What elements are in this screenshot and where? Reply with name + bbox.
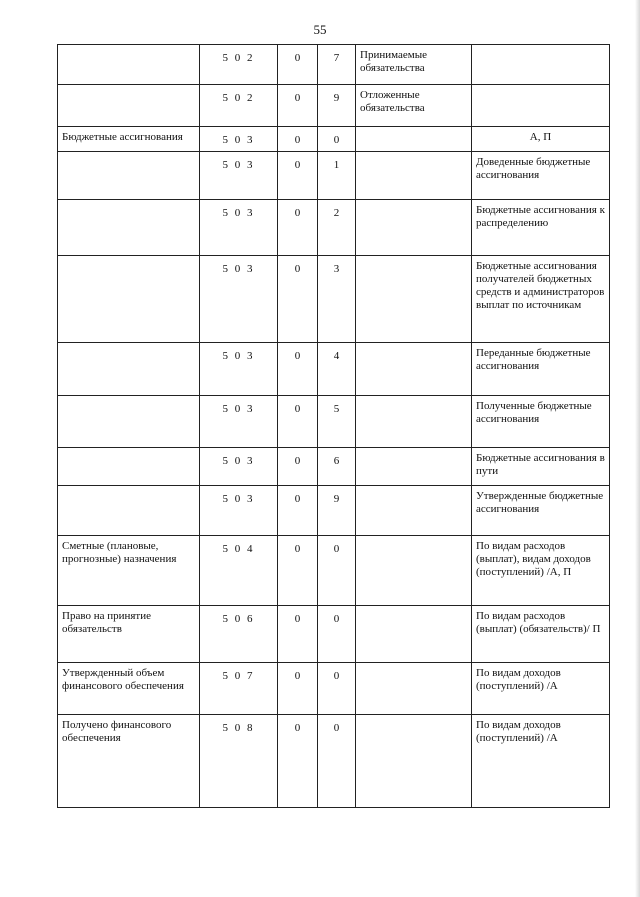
- analytic-code-2: 0: [318, 536, 356, 606]
- page-number: 55: [313, 22, 327, 37]
- subaccount-name: [356, 256, 472, 343]
- analytic-code-2: 2: [318, 200, 356, 256]
- account-name: [58, 396, 200, 448]
- subaccount-name: [356, 152, 472, 200]
- subaccount-name: [356, 536, 472, 606]
- analytic-code-1: 0: [278, 200, 318, 256]
- account-code: 5 0 3: [200, 200, 278, 256]
- account-code: 5 0 3: [200, 343, 278, 396]
- account-code: 5 0 3: [200, 127, 278, 152]
- analytic-code-2: 0: [318, 127, 356, 152]
- account-name: [58, 343, 200, 396]
- analytic-code-1: 0: [278, 85, 318, 127]
- analytics-note: Утвержденные бюджетные ассигнования: [472, 486, 610, 536]
- analytics-note: По видам расходов (выплат) (обязательств)/ П: [472, 606, 610, 663]
- analytics-note: А, П: [472, 127, 610, 152]
- subaccount-name: [356, 663, 472, 715]
- table-row: [58, 45, 610, 85]
- account-code: 5 0 7: [200, 663, 278, 715]
- account-name: Сметные (плановые, прогнозные) назначения: [58, 536, 200, 606]
- account-name: [58, 152, 200, 200]
- table-row: [58, 486, 610, 536]
- subaccount-name: Принимаемые обязательства: [356, 45, 472, 85]
- analytic-code-1: 0: [278, 45, 318, 85]
- account-code: 5 0 2: [200, 85, 278, 127]
- subaccount-name: [356, 343, 472, 396]
- analytic-code-1: 0: [278, 127, 318, 152]
- account-code: 5 0 3: [200, 396, 278, 448]
- account-code: 5 0 3: [200, 152, 278, 200]
- table-row: [58, 127, 610, 152]
- analytic-code-1: 0: [278, 152, 318, 200]
- subaccount-name: [356, 396, 472, 448]
- table-row: [58, 536, 610, 606]
- table-row: [58, 448, 610, 486]
- table-row: [58, 663, 610, 715]
- account-name: Бюджетные ассигнования: [58, 127, 200, 152]
- account-code: 5 0 3: [200, 256, 278, 343]
- analytic-code-2: 0: [318, 715, 356, 808]
- analytics-note: По видам доходов (поступлений) /А: [472, 715, 610, 808]
- analytics-note: Бюджетные ассигнования к распределению: [472, 200, 610, 256]
- analytic-code-2: 7: [318, 45, 356, 85]
- analytic-code-2: 1: [318, 152, 356, 200]
- analytic-code-2: 4: [318, 343, 356, 396]
- analytics-note: Доведенные бюджетные ассигнования: [472, 152, 610, 200]
- analytics-note: Бюджетные ассигнования получателей бюджетных средств и администраторов выплат по источникам: [472, 256, 610, 343]
- analytic-code-1: 0: [278, 715, 318, 808]
- analytic-code-2: 9: [318, 85, 356, 127]
- subaccount-name: [356, 715, 472, 808]
- subaccount-name: [356, 486, 472, 536]
- analytics-note: Переданные бюджетные ассигнования: [472, 343, 610, 396]
- account-code: 5 0 3: [200, 448, 278, 486]
- analytics-note: Полученные бюджетные ассигнования: [472, 396, 610, 448]
- account-code: 5 0 2: [200, 45, 278, 85]
- account-name: [58, 256, 200, 343]
- table-row: [58, 715, 610, 808]
- analytics-note: По видам расходов (выплат), видам доходов (поступлений) /А, П: [472, 536, 610, 606]
- analytics-note: По видам доходов (поступлений) /А: [472, 663, 610, 715]
- account-name: Право на принятие обязательств: [58, 606, 200, 663]
- account-name: [58, 486, 200, 536]
- analytic-code-2: 3: [318, 256, 356, 343]
- analytics-note: Бюджетные ассигнования в пути: [472, 448, 610, 486]
- analytic-code-1: 0: [278, 606, 318, 663]
- account-name: [58, 85, 200, 127]
- table-row: [58, 606, 610, 663]
- table-row: [58, 152, 610, 200]
- analytic-code-1: 0: [278, 343, 318, 396]
- table-row: [58, 200, 610, 256]
- analytic-code-1: 0: [278, 396, 318, 448]
- account-code: 5 0 4: [200, 536, 278, 606]
- analytic-code-2: 5: [318, 396, 356, 448]
- analytic-code-1: 0: [278, 536, 318, 606]
- analytics-note: [472, 45, 610, 85]
- accounts-table: [57, 44, 610, 808]
- analytic-code-1: 0: [278, 486, 318, 536]
- table-row: [58, 256, 610, 343]
- account-name: [58, 200, 200, 256]
- account-code: 5 0 8: [200, 715, 278, 808]
- account-name: [58, 448, 200, 486]
- subaccount-name: Отложенные обязательства: [356, 85, 472, 127]
- analytic-code-2: 6: [318, 448, 356, 486]
- subaccount-name: [356, 200, 472, 256]
- table-row: [58, 396, 610, 448]
- analytic-code-2: 9: [318, 486, 356, 536]
- account-name: Утвержденный объем финансового обеспечения: [58, 663, 200, 715]
- account-name: Получено финансового обеспечения: [58, 715, 200, 808]
- subaccount-name: [356, 448, 472, 486]
- scan-edge-shadow: [635, 0, 640, 897]
- account-name: [58, 45, 200, 85]
- table-row: [58, 343, 610, 396]
- subaccount-name: [356, 127, 472, 152]
- account-code: 5 0 6: [200, 606, 278, 663]
- table-row: [58, 85, 610, 127]
- analytic-code-1: 0: [278, 256, 318, 343]
- analytic-code-1: 0: [278, 663, 318, 715]
- analytic-code-1: 0: [278, 448, 318, 486]
- analytics-note: [472, 85, 610, 127]
- account-code: 5 0 3: [200, 486, 278, 536]
- analytic-code-2: 0: [318, 663, 356, 715]
- subaccount-name: [356, 606, 472, 663]
- analytic-code-2: 0: [318, 606, 356, 663]
